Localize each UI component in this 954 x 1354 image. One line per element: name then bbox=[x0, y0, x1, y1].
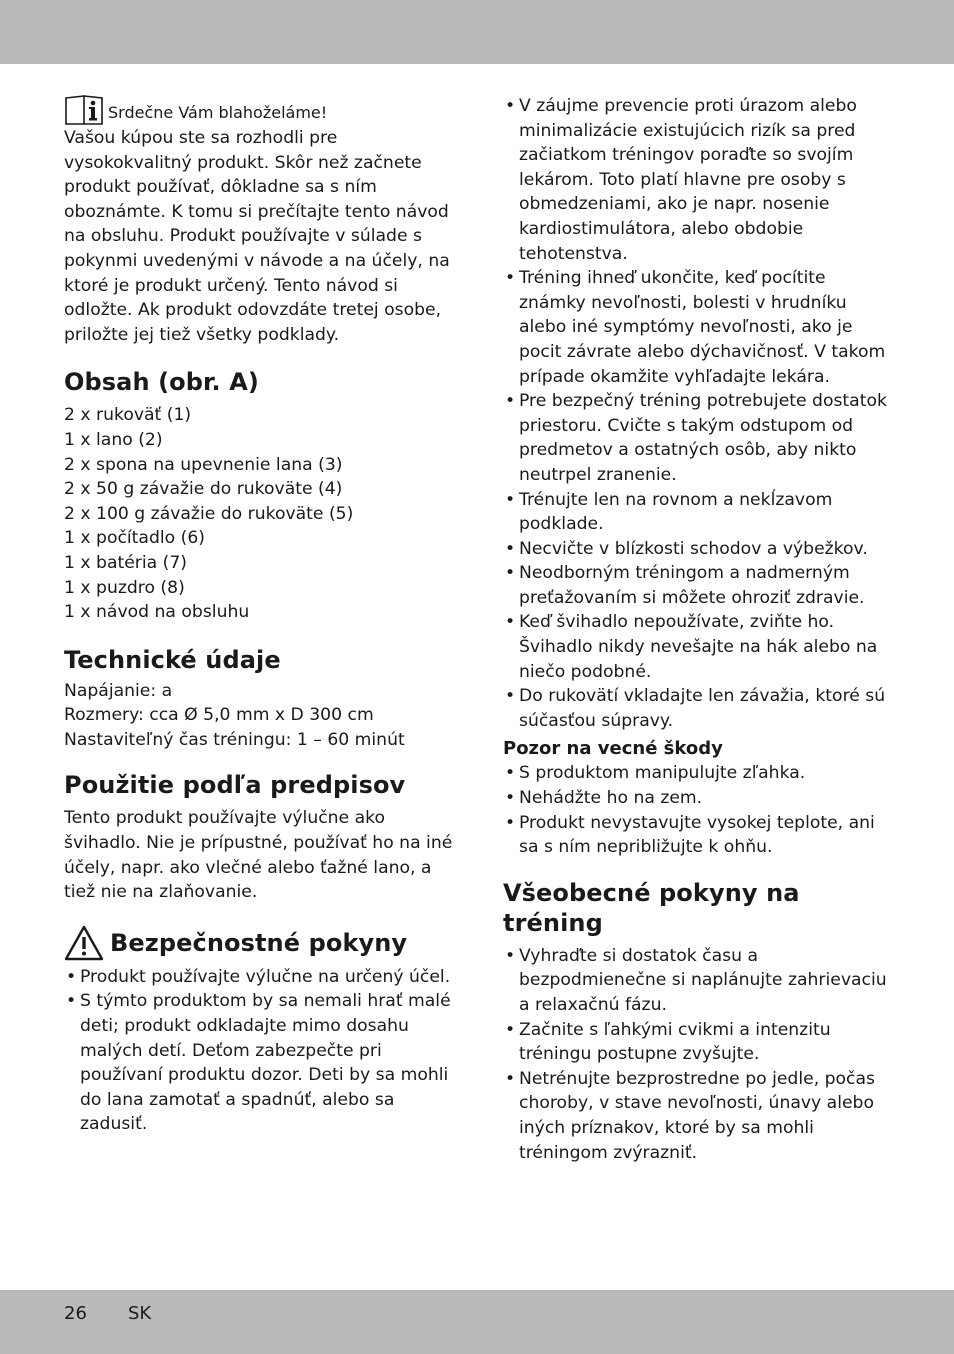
safety-item: • Neodborným tréningom a nadmerným preťažovaním si môžete ohroziť zdravie. bbox=[503, 561, 895, 610]
info-book-icon bbox=[64, 94, 104, 126]
safety-item: • Pre bezpečný tréning potrebujete dostatok priestoru. Cvičte s takým odstupom od predmetov a ostatných osôb, aby nikto neutrpel zranenie. bbox=[503, 389, 895, 487]
intro-greeting: Srdečne Vám blahoželáme! bbox=[108, 103, 328, 123]
right-column bbox=[503, 94, 895, 1165]
safety-item: • Necvičte v blízkosti schodov a výbežkov. bbox=[503, 537, 895, 562]
warning-triangle-icon bbox=[64, 925, 104, 961]
damage-item: • Nehádžte ho na zem. bbox=[503, 786, 895, 811]
training-item: • Začnite s ľahkými cvikmi a intenzitu tréningu postupne zvyšujte. bbox=[503, 1018, 895, 1067]
usage-heading: Použitie podľa predpisov bbox=[64, 771, 406, 800]
safety-item: • Trénujte len na rovnom a nekĺzavom podklade. bbox=[503, 488, 895, 537]
damage-heading: Pozor na vecné škody bbox=[503, 738, 723, 760]
header-bar bbox=[0, 0, 954, 64]
safety-item: • Produkt používajte výlučne na určený účel. bbox=[64, 965, 454, 990]
contents-item: 1 x lano (2) bbox=[64, 429, 163, 450]
tech-list bbox=[64, 679, 454, 753]
safety-item: • S týmto produktom by sa nemali hrať malé deti; produkt odkladajte mimo dosahu malých detí. Deťom zabezpečte pri používaní produktu dozor. Deti by sa mohli do lana zamotať a spadnúť, alebo sa zadusiť. bbox=[64, 989, 454, 1137]
contents-heading: Obsah (obr. A) bbox=[64, 368, 259, 397]
page-number: 26 bbox=[64, 1303, 87, 1324]
contents-item: 1 x návod na obsluhu bbox=[64, 602, 250, 623]
tech-item: Rozmery: cca Ø 5,0 mm x D 300 cm bbox=[64, 705, 374, 726]
damage-list bbox=[503, 761, 895, 859]
usage-text: Tento produkt používajte výlučne ako švihadlo. Nie je prípustné, používať ho na iné účely, napr. ako vlečné alebo ťažné lano, a tiež nie na zlaňovanie. bbox=[64, 808, 453, 903]
intro-text: Vašou kúpou ste sa rozhodli pre vysokokvalitný produkt. Skôr než začnete produkt používať, dôkladne sa s ním oboznámte. K tomu si prečítajte tento návod na obsluhu. Produkt používajte v súlade s pokynmi uvedenými v návode a na účely, na ktoré je produkt určený. Tento návod si odložte. Ak produkt odovzdáte tretej osobe, priložte jej tiež všetky podklady. bbox=[64, 128, 450, 345]
safety-item: • Tréning ihneď ukončite, keď pocítite známky nevoľnosti, bolesti v hrudníku alebo iné symptómy nevoľnosti, ako je pocit závrate alebo dýchavičnosť. V takom prípade okamžite vyhľadajte lekára. bbox=[503, 266, 895, 389]
contents-item: 2 x rukoväť (1) bbox=[64, 405, 192, 426]
training-item: • Vyhraďte si dostatok času a bezpodmienečne si naplánujte zahrievaciu a relaxačnú fázu. bbox=[503, 944, 895, 1018]
safety-item: • V záujme prevencie proti úrazom alebo minimalizácie existujúcich rizík sa pred začiatkom tréningov poraďte so svojím lekárom. Toto platí hlavne pre osoby s obmedzeniami, ako je napr. nosenie kardiostimulátora, alebo obdobie tehotenstva. bbox=[503, 94, 895, 266]
tech-heading: Technické údaje bbox=[64, 645, 281, 674]
language-code: SK bbox=[128, 1303, 152, 1324]
contents-item: 2 x 50 g závažie do rukoväte (4) bbox=[64, 479, 343, 500]
contents-item: 1 x batéria (7) bbox=[64, 552, 187, 573]
safety-list-left bbox=[64, 965, 454, 1137]
safety-item: • Keď švihadlo nepoužívate, zviňte ho. Švihadlo nikdy nevešajte na hák alebo na niečo podobné. bbox=[503, 610, 895, 684]
damage-item: • Produkt nevystavujte vysokej teplote, ani sa s ním nepribližujte k ohňu. bbox=[503, 811, 895, 860]
safety-item: • Do rukovätí vkladajte len závažia, ktoré sú súčasťou súpravy. bbox=[503, 684, 895, 733]
contents-list bbox=[64, 403, 454, 624]
training-list bbox=[503, 944, 895, 1165]
safety-list-right bbox=[503, 94, 895, 733]
contents-item: 2 x 100 g závažie do rukoväte (5) bbox=[64, 503, 354, 524]
contents-item: 1 x puzdro (8) bbox=[64, 577, 185, 598]
contents-item: 1 x počítadlo (6) bbox=[64, 528, 205, 549]
damage-item: • S produktom manipulujte zľahka. bbox=[503, 761, 895, 786]
left-column bbox=[64, 94, 454, 1137]
training-item: • Netrénujte bezprostredne po jedle, počas choroby, v stave nevoľnosti, únavy alebo iných príznakov, ktoré by sa mohli tréningom zvýrazniť. bbox=[503, 1067, 895, 1165]
safety-heading-row bbox=[64, 925, 454, 961]
contents-item: 2 x spona na upevnenie lana (3) bbox=[64, 454, 343, 475]
training-heading: Všeobecné pokyny na tréning bbox=[503, 878, 800, 937]
tech-item: Napájanie: a bbox=[64, 680, 173, 701]
tech-item: Nastaviteľný čas tréningu: 1 – 60 minút bbox=[64, 729, 405, 750]
safety-heading: Bezpečnostné pokyny bbox=[110, 928, 408, 957]
intro-greeting-row bbox=[64, 94, 454, 126]
